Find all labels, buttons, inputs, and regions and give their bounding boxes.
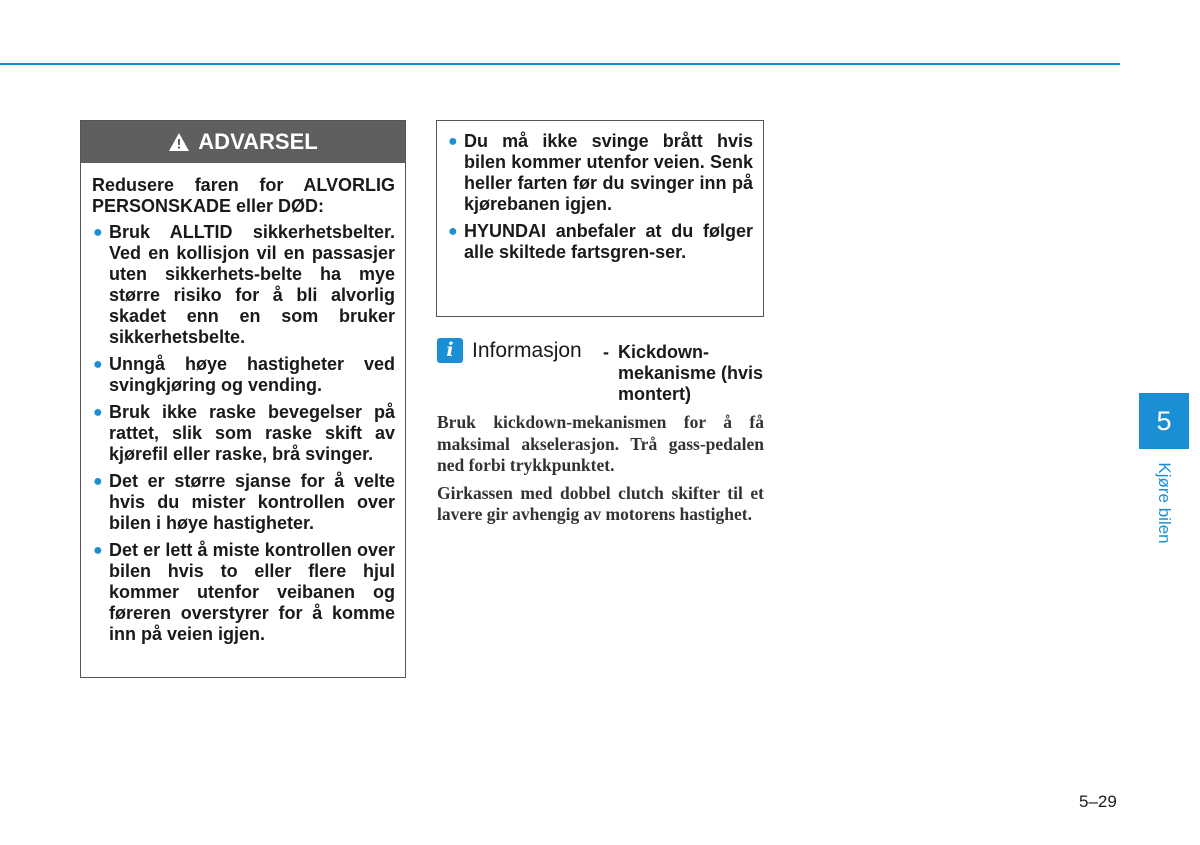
warning-header bbox=[81, 121, 405, 163]
info-icon: i bbox=[437, 338, 463, 363]
bullet-icon: ● bbox=[93, 404, 103, 421]
bullet-icon: ● bbox=[93, 356, 103, 373]
bullet-icon: ● bbox=[93, 224, 103, 241]
chapter-title: Kjøre bilen bbox=[1155, 462, 1174, 544]
list-item-text: Du må ikke svinge brått hvis bilen kommer utenfor veien. Senk heller farten før du svinger inn på kjørebanen igjen. bbox=[464, 131, 753, 214]
bullet-icon: ● bbox=[93, 542, 103, 559]
info-heading bbox=[437, 338, 767, 406]
warning-intro: Redusere faren for ALVORLIG PERSONSKADE eller DØD: bbox=[92, 175, 395, 216]
info-dash: - bbox=[603, 342, 609, 362]
list-item-text: Det er større sjanse for å velte hvis du mister kontrollen over bilen i høye hastigheter. bbox=[109, 471, 395, 533]
list-item bbox=[92, 471, 395, 534]
list-item bbox=[92, 222, 395, 348]
list-item-text: Bruk ikke raske bevegelser på rattet, slik som raske skift av kjørefil eller raske, brå svinger. bbox=[109, 402, 395, 464]
list-item bbox=[92, 540, 395, 645]
chapter-tab bbox=[1139, 393, 1189, 449]
info-body bbox=[437, 412, 764, 532]
bullet-icon: ● bbox=[93, 473, 103, 490]
chapter-title-container bbox=[1150, 456, 1178, 550]
list-item bbox=[92, 354, 395, 396]
warning-continuation-box bbox=[436, 120, 764, 317]
page-number: 5–29 bbox=[1079, 792, 1117, 811]
chapter-number: 5 bbox=[1156, 405, 1172, 436]
warning-triangle-icon bbox=[168, 132, 190, 152]
list-item bbox=[447, 221, 753, 263]
warning-box bbox=[80, 120, 406, 678]
bullet-icon: ● bbox=[448, 133, 458, 150]
info-title: Informasjon bbox=[472, 339, 582, 362]
list-item-text: Det er lett å miste kontrollen over bilen hvis to eller flere hjul kommer utenfor veibanen og føreren overstyrer for å komme inn på veien igjen. bbox=[109, 540, 395, 644]
list-item-text: Bruk ALLTID sikkerhetsbelter. Ved en kollisjon vil en passasjer uten sikkerhets-belte ha mye større risiko for å bli alvorlig skadet enn en som bruker sikkerhetsbelte. bbox=[109, 222, 395, 347]
list-item-text: Unngå høye hastigheter ved svingkjøring og vending. bbox=[109, 354, 395, 395]
info-paragraph: Bruk kickdown-mekanismen for å få maksimal akselerasjon. Trå gass-pedalen ned forbi trykkpunktet. bbox=[437, 412, 764, 475]
bullet-icon: ● bbox=[448, 223, 458, 240]
warning-title: ADVARSEL bbox=[198, 129, 318, 154]
top-rule bbox=[0, 63, 1120, 65]
warning-list bbox=[92, 222, 395, 645]
list-item-text: HYUNDAI anbefaler at du følger alle skiltede fartsgren-ser. bbox=[464, 221, 753, 262]
warning-body bbox=[81, 163, 405, 645]
continuation-list bbox=[447, 131, 753, 263]
info-subtitle: Kickdown-mekanisme (hvis montert) bbox=[618, 342, 764, 404]
list-item bbox=[92, 402, 395, 465]
info-paragraph: Girkassen med dobbel clutch skifter til et lavere gir avhengig av motorens hastighet. bbox=[437, 482, 764, 524]
list-item bbox=[447, 131, 753, 215]
